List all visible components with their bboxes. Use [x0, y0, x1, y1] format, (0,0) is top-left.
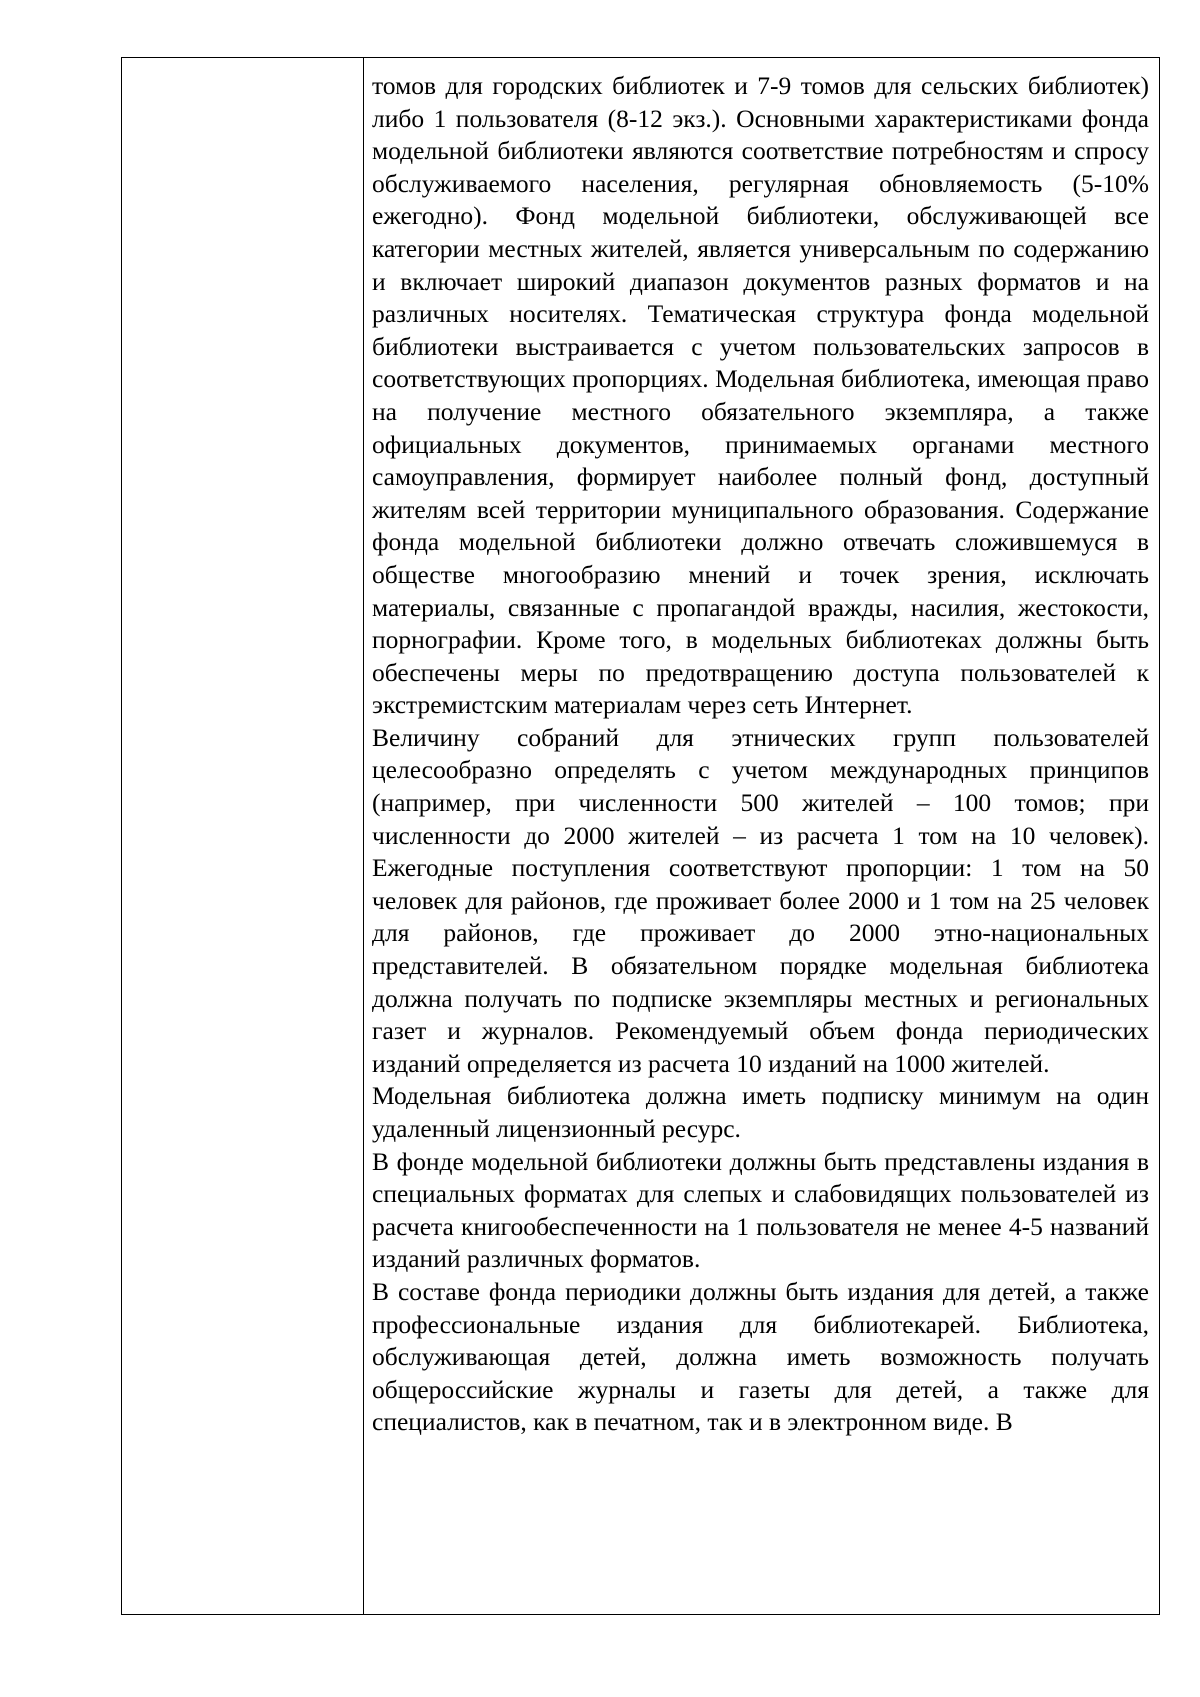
paragraph-periodicals: В составе фонда периодики должны быть издания для детей, а также профессиональные издания для библиотекарей. Библиотека, обслуживающая детей, должна иметь возможность получать общероссийские журналы и газеты для детей, а также для специалистов, как в печатном, так и в электронном виде. В: [372, 1276, 1149, 1437]
table-left-cell: [122, 58, 364, 1614]
table-right-cell: [364, 58, 1159, 1614]
paragraph-special-formats: В фонде модельной библиотеки должны быть представлены издания в специальных форматах для слепых и слабовидящих пользователей из расчета книгообеспеченности на 1 пользователя не менее 4-5 названий изданий различных форматов.: [372, 1146, 1149, 1274]
paragraph-licensed-resource: Модельная библиотека должна иметь подписку минимум на один удаленный лицензионный ресурс.: [372, 1081, 1149, 1143]
paragraph-ethnic-collections: Величину собраний для этнических групп пользователей целесообразно определять с учетом международных принципов (например, при численности 500 жителей – 100 томов; при численности до 2000 жителей – из расчета 1 том на 10 человек). Ежегодные поступления соответствуют пропорции: 1 том на 50 человек для районов, где проживает более 2000 и 1 том на 25 человек для районов, где проживает до 2000 этно-национальных представителей. В обязательном порядке модельная библиотека должна получать по подписке экземпляры местных и региональных газет и журналов. Рекомендуемый объем фонда периодических изданий определяется из расчета 10 изданий на 1000 жителей.: [372, 722, 1149, 1078]
paragraph-fund-characteristics: томов для городских библиотек и 7-9 томов для сельских библиотек) либо 1 пользователя (8-12 экз.). Основными характеристиками фонда модельной библиотеки являются соответствие потребностям и спросу обслуживаемого населения, регулярная обновляемость (5-10% ежегодно). Фонд модельной библиотеки, обслуживающей все категории местных жителей, является универсальным по содержанию и включает широкий диапазон документов разных форматов и на различных носителях. Тематическая структура фонда модельной библиотеки выстраивается с учетом пользовательских запросов в соответствующих пропорциях. Модельная библиотека, имеющая право на получение местного обязательного экземпляра, а также официальных документов, принимаемых органами местного самоуправления, формирует наиболее полный фонд, доступный жителям всей территории муниципального образования. Содержание фонда модельной библиотеки должно отвечать сложившемуся в обществе многообразию мнений и точек зрения, исключать материалы, связанные с пропагандой вражды, насилия, жестокости, порнографии. Кроме того, в модельных библиотеках должны быть обеспечены меры по предотвращению доступа пользователей к экстремистским материалам через сеть Интернет.: [372, 71, 1149, 720]
document-table: [121, 57, 1160, 1615]
